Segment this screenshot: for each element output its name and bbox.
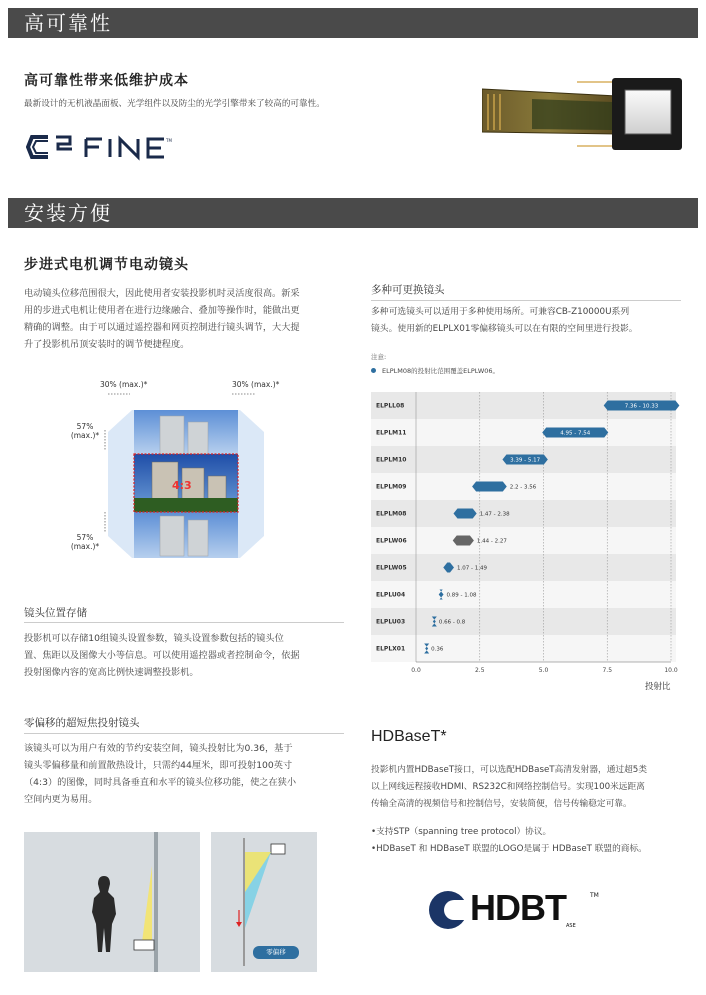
memory-desc-line: 投影机可以存储10组镜头设置参数，镜头设置参数包括的镜头位 xyxy=(24,633,284,644)
chart-category-label: ELPLW06 xyxy=(376,537,407,545)
section-title-installation: 安装方便 xyxy=(8,198,698,228)
hdbaset-desc xyxy=(371,762,696,813)
chart-category-label: ELPLL08 xyxy=(376,402,405,410)
zero-offset-desc-line: （4:3）的图像，同时具备垂直和水平的镜头位移功能，使之在狭小 xyxy=(24,777,297,788)
chart-x-tick: 7.5 xyxy=(602,667,613,674)
motor-desc-line: 电动镜头位移范围很大，因此使用者安装投影机时灵活度很高。新采 xyxy=(24,288,300,299)
svg-text:TM: TM xyxy=(166,138,172,143)
section-title-reliability: 高可靠性 xyxy=(8,8,698,38)
zero-offset-desc-line: 该镜头可以为用户有效的节约安装空间，镜头投射比为0.36，基于 xyxy=(24,743,293,754)
hdbaset-desc-line: 传输全高清的视频信号和控制信号，安装简便，信号传输稳定可靠。 xyxy=(371,799,632,809)
chart-category-label: ELPLM08 xyxy=(376,510,407,518)
chart-range-bar xyxy=(453,509,476,519)
chart-data-label: 1.07 - 1.49 xyxy=(456,565,487,572)
chart-category-label: ELPLU04 xyxy=(376,591,406,599)
chart-data-label: 3.39 - 5.17 xyxy=(510,457,541,464)
chart-category-label: ELPLU03 xyxy=(376,618,406,626)
wall-install-illustration xyxy=(24,832,200,972)
chart-row-bg xyxy=(371,635,676,662)
chart-x-tick: 0.0 xyxy=(411,667,421,674)
lens-shift-diagram xyxy=(60,372,300,572)
memory-desc xyxy=(24,630,354,681)
chart-row-bg xyxy=(371,608,676,635)
hdbaset-desc-line: 投影机内置HDBaseT接口，可以选配HDBaseT高清发射器，通过超5类 xyxy=(371,765,648,775)
hdbaset-footnote: •HDBaseT 和 HDBaseT 联盟的LOGO是属于 HDBaseT 联盟的商标。 xyxy=(371,844,647,854)
throw-ratio-chart xyxy=(371,390,686,690)
divider xyxy=(371,300,681,301)
shift-bottom-label: 57% (max.)* xyxy=(70,533,100,551)
chart-x-tick: 2.5 xyxy=(474,667,485,674)
chart-data-label: 4.95 - 7.54 xyxy=(560,430,591,437)
zero-offset-heading: 零偏移的超短焦投射镜头 xyxy=(24,717,140,729)
hdbaset-logo-text: HDBT xyxy=(470,887,566,928)
shift-top-label: 57% (max.)* xyxy=(70,422,100,440)
chart-data-label: 7.36 - 10.33 xyxy=(624,403,659,410)
memory-desc-line: 置、焦距以及图像大小等信息。可以使用遥控器或者控制命令，依据 xyxy=(24,650,300,661)
shift-right-label: 30% (max.)* xyxy=(232,380,280,389)
reliability-desc: 最新设计的无机液晶面板、光学组件以及防尘的光学引擎带来了较高的可靠性。 xyxy=(24,99,325,109)
note-text xyxy=(371,366,499,375)
chart-data-label: 0.36 xyxy=(431,646,444,653)
divider xyxy=(24,622,344,623)
chart-category-label: ELPLM10 xyxy=(376,456,407,464)
aspect-ratio-label: 4:3 xyxy=(172,479,192,492)
note-bullet-icon xyxy=(371,368,376,373)
c2fine-logo xyxy=(26,133,196,161)
divider xyxy=(24,733,344,734)
chart-category-label: ELPLW05 xyxy=(376,564,407,572)
lcd-panel-image xyxy=(482,74,692,154)
zero-offset-badge: 零偏移 xyxy=(253,946,299,959)
zero-offset-desc-line: 空间内更为易用。 xyxy=(24,794,98,805)
hdbaset-logo-sub: ASE xyxy=(566,923,576,929)
zero-offset-desc xyxy=(24,740,354,808)
chart-row-bg xyxy=(371,500,676,527)
lenses-desc-line: 多种可选镜头可以适用于多种使用场所。可兼容CB-Z10000U系列 xyxy=(371,307,630,317)
chart-row-bg xyxy=(371,581,676,608)
chart-row-bg xyxy=(371,527,676,554)
chart-category-label: ELPLM11 xyxy=(376,429,407,437)
motor-desc xyxy=(24,285,344,353)
chart-data-label: 1.47 - 2.38 xyxy=(479,511,510,518)
shift-left-label: 30% (max.)* xyxy=(100,380,148,389)
motor-desc-line: 精确的调整。由于可以通过遥控器和网页控制进行镜头调节，大大提 xyxy=(24,322,300,333)
hdbaset-logo xyxy=(428,886,608,936)
chart-x-tick: 5.0 xyxy=(538,667,549,674)
lenses-heading: 多种可更换镜头 xyxy=(371,284,445,296)
chart-range-bar xyxy=(453,536,474,546)
hdbaset-logo-tm: TM xyxy=(590,892,599,899)
chart-data-label: 0.89 - 1.08 xyxy=(446,592,477,599)
chart-category-label: ELPLX01 xyxy=(376,645,406,653)
memory-desc-line: 投射图像内容的宽高比例快速调整投影机。 xyxy=(24,667,199,678)
lenses-desc-line: 镜头。使用新的ELPLX01零偏移镜头可以在有限的空间里进行投影。 xyxy=(371,324,638,334)
chart-data-label: 0.66 - 0.8 xyxy=(438,619,466,626)
chart-range-bar xyxy=(472,482,507,492)
note-label: 注意: xyxy=(371,353,387,361)
zero-offset-desc-line: 镜头零偏移量和前置散热设计，只需约44厘米，即可投射100英寸 xyxy=(24,760,293,771)
lenses-desc xyxy=(371,304,691,338)
hdbaset-logo-mark-icon xyxy=(428,890,468,930)
chart-category-label: ELPLM09 xyxy=(376,483,407,491)
hdbaset-heading: HDBaseT* xyxy=(371,728,447,745)
motor-desc-line: 升了投影机吊顶安装时的调节便捷程度。 xyxy=(24,339,190,350)
reliability-subtitle: 高可靠性带来低维护成本 xyxy=(24,73,189,89)
motor-desc-line: 用的步进式电机让使用者在进行边缘融合、叠加等操作时，能做出更 xyxy=(24,305,300,316)
chart-data-label: 2.2 - 3.56 xyxy=(509,484,537,491)
hdbaset-footnote: •支持STP（spanning tree protocol）协议。 xyxy=(371,827,552,837)
chart-x-axis-label: 投射比 xyxy=(645,682,671,692)
memory-heading: 镜头位置存储 xyxy=(24,607,87,619)
hdbaset-footnotes xyxy=(371,824,696,858)
zero-offset-illustration xyxy=(211,832,317,972)
hdbaset-desc-line: 以上网线远程接收HDMI、RS232C和网络控制信号。实现100米远距离 xyxy=(371,782,645,792)
chart-data-label: 1.44 - 2.27 xyxy=(476,538,507,545)
chart-x-tick: 10.0 xyxy=(664,667,678,674)
note-text-value: ELPLM08的投射比范围覆盖ELPLW06。 xyxy=(382,367,500,375)
chart-row-bg xyxy=(371,554,676,581)
chart-row-bg xyxy=(371,419,676,446)
motor-heading: 步进式电机调节电动镜头 xyxy=(24,257,189,273)
